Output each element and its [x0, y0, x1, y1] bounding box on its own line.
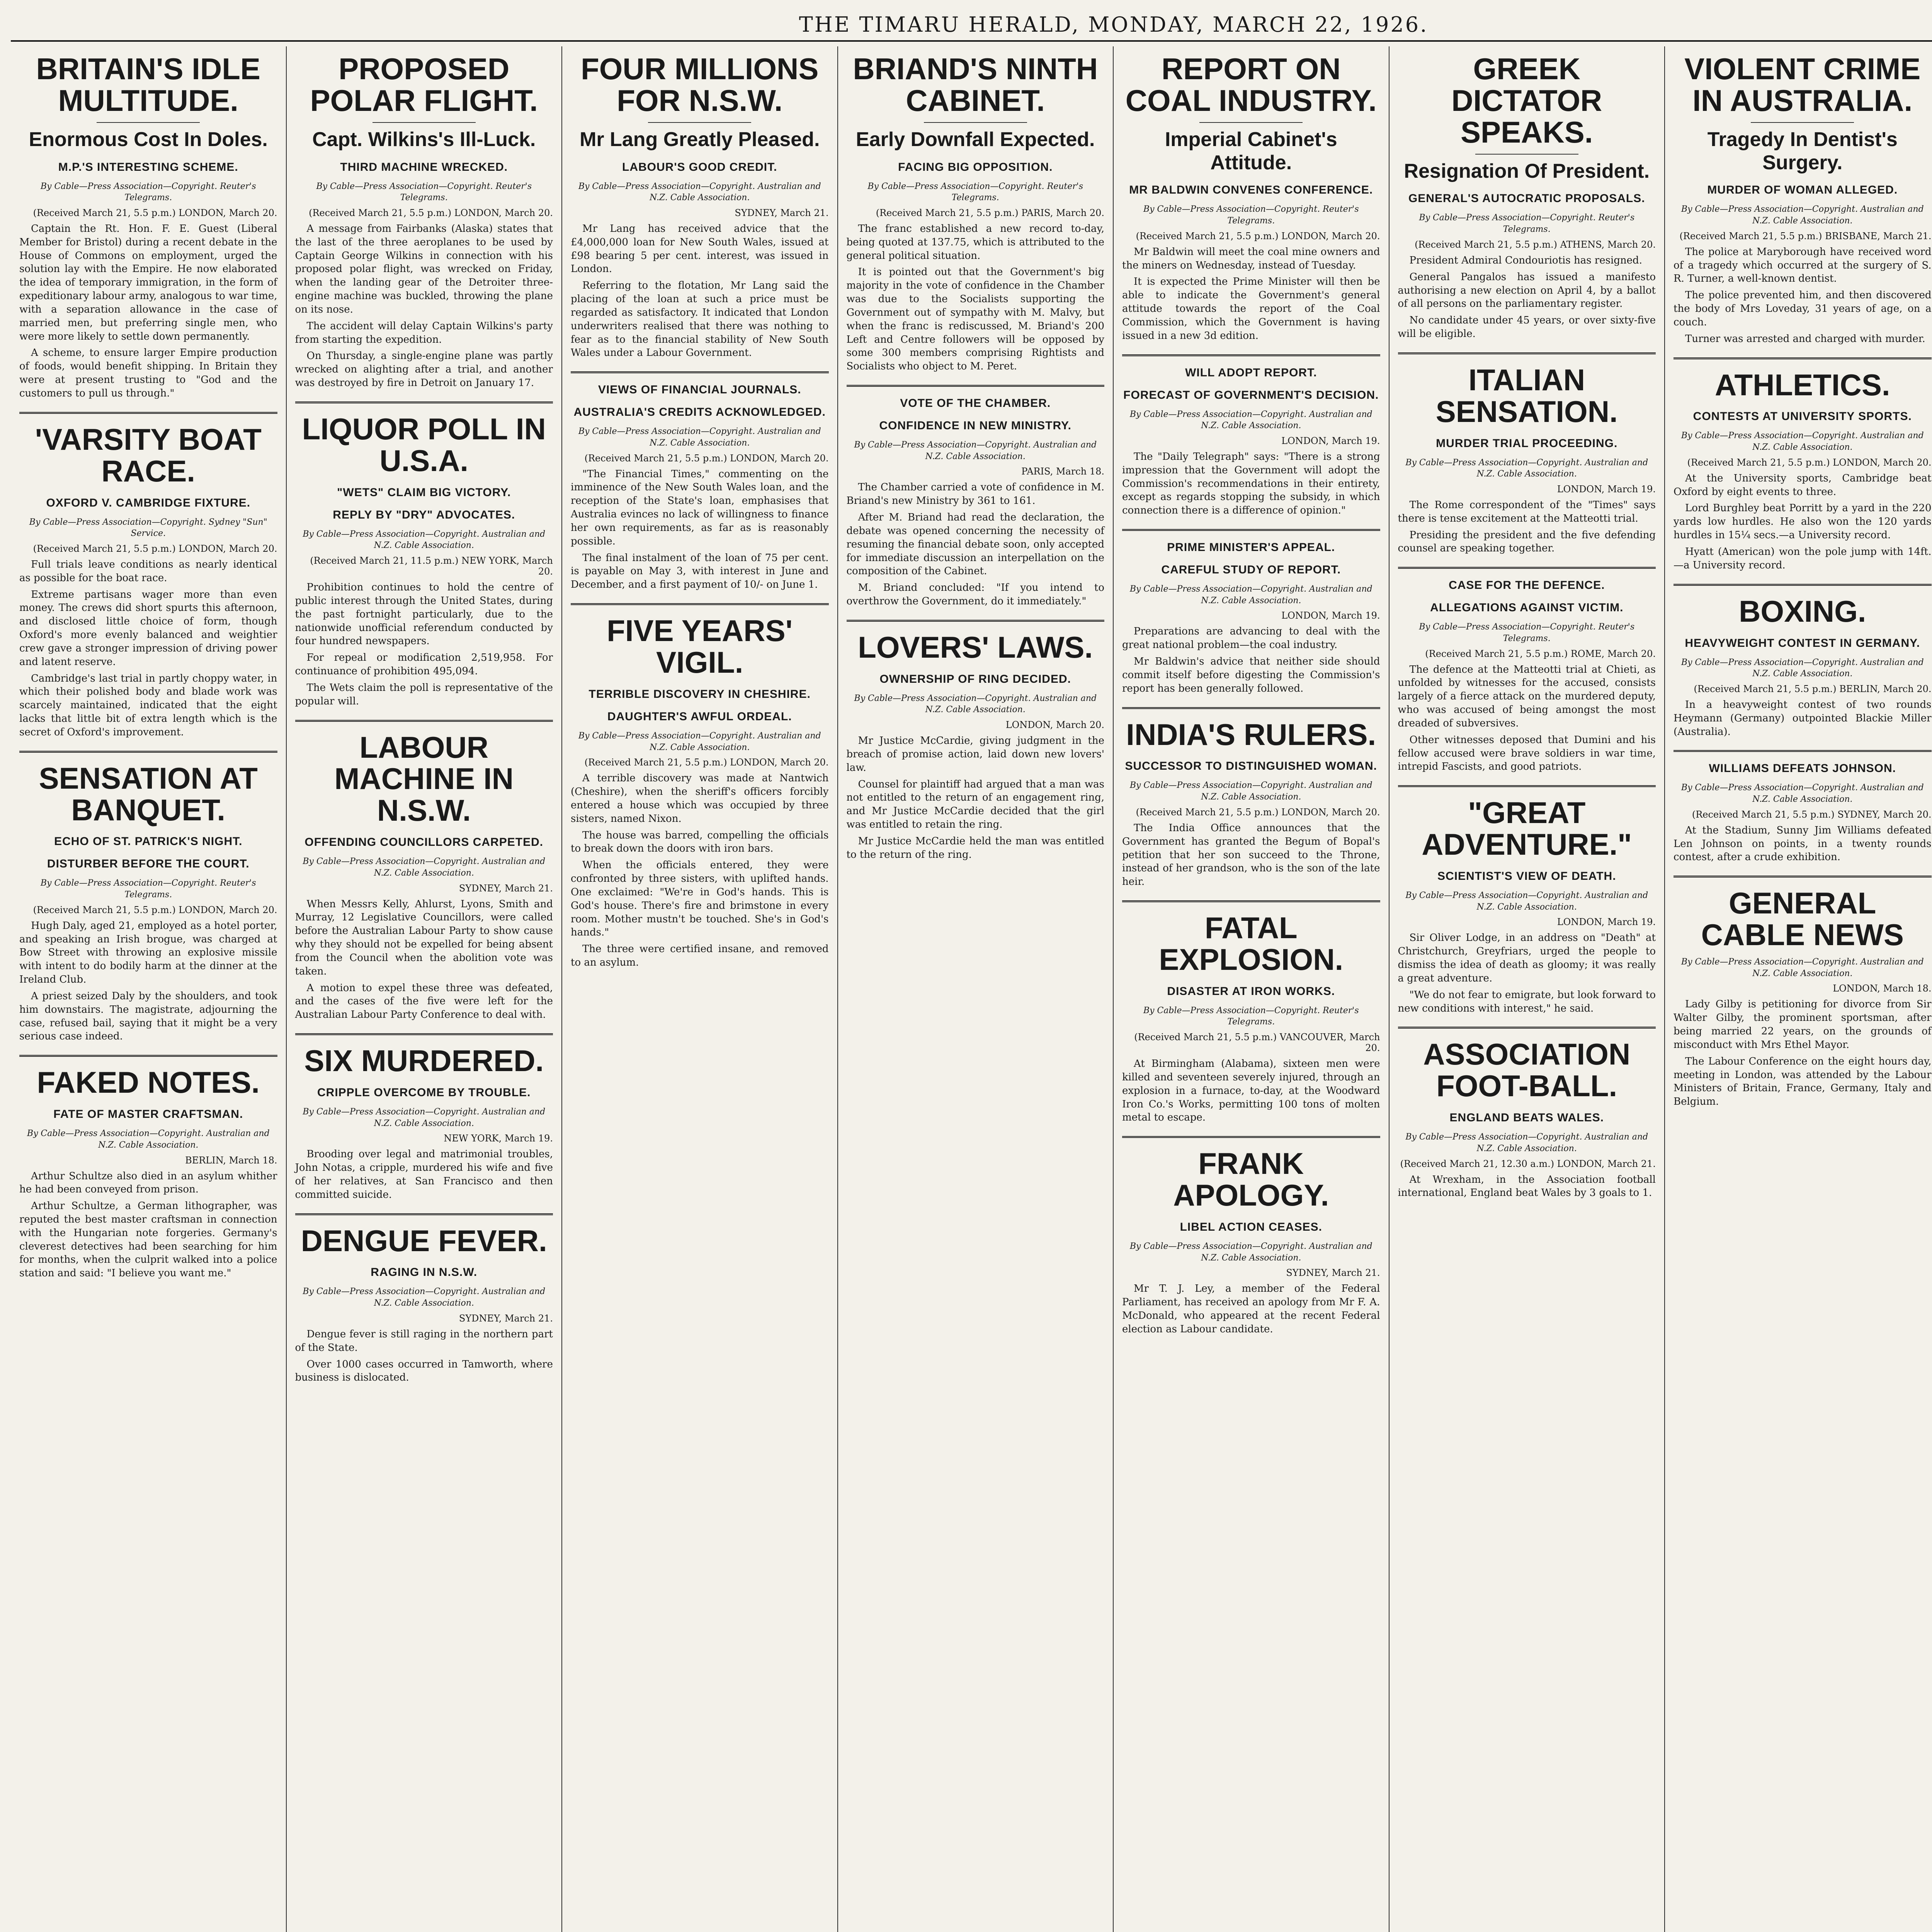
article-divider	[295, 1213, 553, 1215]
paragraph: Sir Oliver Lodge, in an address on "Death" at Christchurch, Greyfriars, urged the people to dismiss the idea of death as gloomy; it was really a great adventure.	[1398, 932, 1656, 984]
deck: Mr Lang Greatly Pleased.	[580, 128, 820, 151]
dateline: (Received March 21, 11.5 p.m.) NEW YORK, March 20.	[310, 555, 553, 577]
column-1	[11, 46, 287, 1932]
subheading: ALLEGATIONS AGAINST VICTIM.	[1430, 601, 1624, 614]
paragraph: Turner was arrested and charged with murder.	[1685, 333, 1925, 345]
article-divider	[19, 1055, 277, 1057]
wire-credit: By Cable—Press Association—Copyright. Australian and N.Z. Cable Association.	[1405, 457, 1648, 479]
wire-credit: By Cable—Press Association—Copyright. Australian and N.Z. Cable Association.	[854, 440, 1097, 461]
article	[1398, 567, 1656, 774]
paragraph: Other witnesses deposed that Dumini and his fellow accused were brave soldiers in war time, intrepid Fascists, and good patriots.	[1398, 734, 1656, 773]
article-divider	[1122, 354, 1380, 356]
article	[1122, 53, 1380, 343]
article	[1398, 1027, 1656, 1200]
article-body	[19, 558, 277, 739]
wire-credit: By Cable—Press Association—Copyright. Australian and N.Z. Cable Association.	[303, 857, 546, 878]
article-body	[1673, 698, 1932, 738]
subheading: VIEWS OF FINANCIAL JOURNALS.	[598, 383, 801, 396]
dateline: PARIS, March 18.	[1021, 466, 1104, 477]
article-body	[1122, 245, 1380, 343]
paragraph: When the officials entered, they were confronted by three sisters, with uplifted hands. One exclaimed: "We're in God's hands. This is God's house. There's fire and brimstone in every room. Mother mustn't be touched. She's in God's hands."	[571, 859, 829, 939]
subheading: CASE FOR THE DEFENCE.	[1449, 579, 1605, 592]
rule	[372, 122, 476, 123]
article-body	[1398, 1173, 1656, 1200]
wire-credit: By Cable—Press Association—Copyright. Reuter's Telegrams.	[1419, 622, 1635, 643]
paragraph: The final instalment of the loan of 75 per cent. is payable on May 3, with interest in June and December, and a first payment of 10/- on June 1.	[571, 552, 829, 591]
headline: GENERAL CABLE NEWS	[1701, 886, 1904, 952]
dateline: (Received March 21, 5.5 p.m.) SYDNEY, March 20.	[1692, 809, 1932, 820]
paragraph: The franc established a new record to-day, being quoted at 137.75, which is attributed to the general political situation.	[846, 223, 1104, 262]
paragraph: A terrible discovery was made at Nantwich (Cheshire), when the sheriff's officers forcibly entered a house which was occupied by three sisters, named Nixon.	[571, 772, 829, 825]
headline: LABOUR MACHINE IN N.S.W.	[334, 730, 514, 828]
article-divider	[1398, 785, 1656, 787]
dateline: LONDON, March 19.	[1281, 610, 1380, 621]
article-body	[1122, 625, 1380, 695]
subheading: ENGLAND BEATS WALES.	[1449, 1111, 1604, 1124]
deck: Tragedy In Dentist's Surgery.	[1707, 128, 1898, 174]
deck: Enormous Cost In Doles.	[29, 128, 268, 151]
wire-credit: By Cable—Press Association—Copyright. Australian and N.Z. Cable Association.	[1129, 781, 1372, 802]
headline: GREEK DICTATOR SPEAKS.	[1451, 52, 1602, 149]
dateline: (Received March 21, 5.5 p.m.) LONDON, March 20.	[584, 452, 829, 464]
paragraph: Mr Justice McCardie held the man was entitled to the return of the ring.	[846, 835, 1104, 861]
subheading: M.P.'S INTERESTING SCHEME.	[58, 160, 238, 173]
article-body	[1398, 931, 1656, 1015]
article	[847, 385, 1105, 608]
paragraph: A motion to expel these three was defeated, and the cases of the five were left for the Australian Labour Party Conference to deal with.	[295, 982, 553, 1021]
headline: ITALIAN SENSATION.	[1435, 362, 1618, 429]
rule	[1751, 122, 1854, 123]
article	[571, 603, 829, 969]
subheading: MURDER TRIAL PROCEEDING.	[1436, 437, 1618, 450]
deck: Capt. Wilkins's Ill-Luck.	[312, 128, 536, 151]
headline: FOUR MILLIONS FOR N.S.W.	[581, 52, 819, 117]
subheading: ECHO OF ST. PATRICK'S NIGHT.	[54, 835, 243, 848]
article	[1122, 707, 1380, 889]
paragraph: Hugh Daly, aged 21, employed as a hotel porter, and speaking an Irish brogue, was charged at Bow Street with throwing an explosive missile with intent to do bodily harm at the dinner at the Ireland Club.	[19, 920, 277, 986]
paragraph: Cambridge's last trial in partly choppy water, in which their polished body and blade work was scarcely maintained, indicated that the eight lacks that little bit of extra length which is the secret of Oxford's improvement.	[19, 672, 277, 738]
headline: BRIAND'S NINTH CABINET.	[853, 52, 1098, 117]
paragraph: Lady Gilby is petitioning for divorce from Sir Walter Gilby, the prominent sportsman, after being married 22 years, on the grounds of misconduct with Mrs Ethel Mayor.	[1673, 998, 1932, 1051]
article-body	[295, 581, 553, 708]
paragraph: Full trials leave conditions as nearly identical as possible for the boat race.	[19, 558, 277, 584]
article-divider	[1673, 357, 1932, 359]
article-body	[295, 898, 553, 1022]
wire-credit: By Cable—Press Association—Copyright. Australian and N.Z. Cable Association.	[1681, 783, 1924, 804]
paragraph: Mr Lang has received advice that the £4,000,000 loan for New South Wales, issued at £98 bearing 5 per cent. interest, was issued in London.	[571, 223, 829, 275]
headline: LIQUOR POLL IN U.S.A.	[302, 412, 546, 478]
article-divider	[571, 371, 829, 373]
paragraph: M. Briand concluded: "If you intend to overthrow the Government, do it immediately."	[846, 582, 1104, 607]
subheading: FACING BIG OPPOSITION.	[898, 160, 1053, 173]
article	[1673, 584, 1932, 739]
article-body	[1398, 663, 1656, 774]
article	[295, 1033, 553, 1202]
dateline: (Received March 21, 5.5 p.m.) PARIS, March 20.	[876, 207, 1104, 218]
article-divider	[19, 751, 277, 753]
subheading: MURDER OF WOMAN ALLEGED.	[1707, 184, 1898, 197]
subheading: PRIME MINISTER'S APPEAL.	[1167, 541, 1335, 554]
article-divider	[1122, 1136, 1380, 1138]
paragraph: Mr Justice McCardie, giving judgment in the breach of promise action, laid down new lovers' law.	[846, 735, 1104, 774]
subheading: SUCCESSOR TO DISTINGUISHED WOMAN.	[1125, 760, 1377, 773]
dateline: (Received March 21, 5.5 p.m.) BERLIN, March 20.	[1694, 683, 1932, 694]
paragraph: Hyatt (American) won the pole jump with 14ft.—a University record.	[1673, 546, 1932, 571]
article-body	[1122, 450, 1380, 517]
article	[1398, 785, 1656, 1015]
column-6	[1389, 46, 1665, 1932]
dateline: LONDON, March 19.	[1281, 435, 1380, 446]
deck: Imperial Cabinet's Attitude.	[1165, 128, 1337, 174]
article	[295, 401, 553, 708]
dateline: (Received March 21, 5.5 p.m.) ROME, March 20.	[1425, 648, 1656, 659]
article-body	[1673, 998, 1932, 1109]
subheading: RAGING IN N.S.W.	[371, 1266, 478, 1279]
article-body	[1398, 254, 1656, 341]
dateline: (Received March 21, 5.5 p.m.) LONDON, March 20.	[33, 543, 277, 554]
dateline: (Received March 21, 5.5 p.m.) LONDON, March 20.	[33, 207, 277, 218]
paragraph: On Thursday, a single-engine plane was partly wrecked on alighting after a trial, and another was destroyed by fire in Detroit on January 17.	[295, 350, 553, 389]
wire-credit: By Cable—Press Association—Copyright. Reuter's Telegrams.	[40, 181, 256, 203]
subheading: REPLY BY "DRY" ADVOCATES.	[333, 508, 515, 521]
article-divider	[295, 401, 553, 403]
subheading: DISTURBER BEFORE THE COURT.	[47, 857, 250, 871]
article-body	[1122, 1282, 1380, 1336]
article-body	[1673, 824, 1932, 864]
subheading: THIRD MACHINE WRECKED.	[340, 160, 508, 173]
dateline: (Received March 21, 5.5 p.m.) ATHENS, March 20.	[1415, 239, 1656, 250]
headline: SIX MURDERED.	[304, 1044, 544, 1078]
wire-credit: By Cable—Press Association—Copyright. Australian and N.Z. Cable Association.	[854, 693, 1097, 715]
headline: FAKED NOTES.	[37, 1065, 260, 1100]
paper-title: THE TIMARU HERALD, MONDAY, MARCH 22, 1926.	[799, 12, 1429, 37]
rule	[1199, 122, 1303, 123]
article-body	[847, 734, 1105, 861]
dateline: SYDNEY, March 21.	[1286, 1267, 1380, 1279]
article	[1673, 357, 1932, 572]
article	[571, 53, 829, 360]
wire-credit: By Cable—Press Association—Copyright. Australian and N.Z. Cable Association.	[303, 1107, 546, 1128]
subheading: GENERAL'S AUTOCRATIC PROPOSALS.	[1408, 192, 1645, 205]
subheading: "WETS" CLAIM BIG VICTORY.	[337, 486, 511, 499]
subheading: DISASTER AT IRON WORKS.	[1167, 985, 1335, 998]
wire-credit: By Cable—Press Association—Copyright. Reuter's Telegrams.	[1419, 213, 1635, 235]
article	[571, 371, 829, 592]
subheading: OFFENDING COUNCILLORS CARPETED.	[304, 836, 544, 849]
paragraph: For repeal or modification 2,519,958. For continuance of prohibition 495,094.	[295, 652, 553, 677]
headline: INDIA'S RULERS.	[1126, 717, 1376, 752]
article-divider	[19, 412, 277, 414]
dateline: (Received March 21, 5.5 p.m.) LONDON, March 20.	[1136, 806, 1380, 818]
article-divider	[1122, 707, 1380, 709]
article-body	[1673, 472, 1932, 572]
masthead	[11, 9, 1932, 42]
paragraph: Over 1000 cases occurred in Tamworth, where business is dislocated.	[295, 1358, 553, 1384]
paragraph: It is expected the Prime Minister will then be able to indicate the Government's general attitude towards the report of the Coal Commission, which the Government is having issued in a new 3d edition.	[1122, 276, 1380, 342]
article-body	[19, 222, 277, 400]
article-body	[1122, 821, 1380, 889]
subheading: VOTE OF THE CHAMBER.	[900, 397, 1051, 410]
subheading: FATE OF MASTER CRAFTSMAN.	[53, 1108, 243, 1121]
subheading: OWNERSHIP OF RING DECIDED.	[879, 672, 1071, 685]
headline: BRITAIN'S IDLE MULTITUDE.	[36, 52, 260, 117]
paragraph: The India Office announces that the Government has granted the Begum of Bopal's petition that her son succeed to the Throne, instead of her grandson, who is the son of the late heir.	[1122, 822, 1380, 888]
wire-credit: By Cable—Press Association—Copyright. Australian and N.Z. Cable Association.	[27, 1129, 270, 1150]
headline: 'VARSITY BOAT RACE.	[35, 422, 262, 488]
paragraph: At Birmingham (Alabama), sixteen men were killed and seventeen severely injured, through an explosion in a furnace, to-day, at the Woodward Iron Co.'s Works, permitting 100 tons of molten metal to escape.	[1122, 1058, 1380, 1124]
article	[847, 53, 1105, 373]
paragraph: The accident will delay Captain Wilkins's party from starting the expedition.	[295, 320, 553, 345]
paragraph: A scheme, to ensure larger Empire production of foods, would benefit shipping. In Britain they were at present trusting to "God and the customers to pull us through."	[19, 347, 277, 399]
subheading: DAUGHTER'S AWFUL ORDEAL.	[607, 710, 792, 723]
dateline: (Received March 21, 5.5 p.m.) LONDON, March 20.	[1687, 457, 1932, 468]
headline: DENGUE FEVER.	[301, 1223, 547, 1258]
dateline: SYDNEY, March 21.	[735, 207, 829, 218]
paragraph: When Messrs Kelly, Ahlurst, Lyons, Smith and Murray, 12 Legislative Councillors, were called before the Australian Labour Party to show cause why they should not be expelled for being absent from the Council when the abolition vote was taken.	[295, 898, 553, 977]
column-2	[287, 46, 563, 1932]
wire-credit: By Cable—Press Association—Copyright. Australian and N.Z. Cable Association.	[1405, 1132, 1648, 1153]
article	[295, 53, 553, 390]
article-divider	[571, 603, 829, 605]
dateline: SYDNEY, March 21.	[459, 1313, 553, 1324]
subheading: OXFORD V. CAMBRIDGE FIXTURE.	[46, 496, 251, 509]
paragraph: Presiding the president and the five defending counsel are speaking together.	[1398, 529, 1656, 554]
wire-credit: By Cable—Press Association—Copyright. Australian and N.Z. Cable Association.	[1681, 204, 1924, 226]
article-divider	[1398, 352, 1656, 354]
headline: VIOLENT CRIME IN AUSTRALIA.	[1684, 52, 1921, 117]
wire-credit: By Cable—Press Association—Copyright. Sydney "Sun" Service.	[29, 517, 267, 539]
paragraph: The Chamber carried a vote of confidence in M. Briand's new Ministry by 361 to 161.	[846, 481, 1104, 507]
article-divider	[1122, 900, 1380, 902]
article-divider	[1398, 1027, 1656, 1029]
article	[1122, 1136, 1380, 1336]
wire-credit: By Cable—Press Association—Copyright. Australian and N.Z. Cable Association.	[578, 731, 821, 752]
paragraph: It is pointed out that the Government's big majority in the vote of confidence in the Chamber was due to the Socialists supporting the Government out of sympathy with M. Malvy, but when the franc is rediscussed, M. Briand's 200 Left and Centre followers will be opposed by some 300 members comprising Rightists and Socialists who object to M. Peret.	[846, 266, 1104, 372]
headline: ATHLETICS.	[1714, 367, 1890, 402]
article	[1122, 900, 1380, 1124]
subheading: TERRIBLE DISCOVERY IN CHESHIRE.	[588, 687, 811, 701]
wire-credit: By Cable—Press Association—Copyright. Australian and N.Z. Cable Association.	[1681, 657, 1924, 679]
headline: LOVERS' LAWS.	[858, 630, 1093, 664]
headline: FATAL EXPLOSION.	[1159, 910, 1344, 976]
column-7	[1665, 46, 1932, 1932]
column-4	[838, 46, 1114, 1932]
article-body	[571, 222, 829, 360]
paragraph: The police at Maryborough have received word of a tragedy which occurred at the surgery of S. R. Turner, a well-known dentist.	[1673, 246, 1932, 285]
wire-credit: By Cable—Press Association—Copyright. Reuter's Telegrams.	[316, 181, 532, 203]
article	[1673, 876, 1932, 1109]
wire-credit: By Cable—Press Association—Copyright. Australian and N.Z. Cable Association.	[1681, 957, 1924, 978]
dateline: (Received March 21, 12.30 a.m.) LONDON, March 21.	[1400, 1158, 1656, 1169]
article-divider	[295, 1033, 553, 1035]
dateline: (Received March 21, 5.5 p.m.) LONDON, March 20.	[1136, 230, 1380, 242]
article	[295, 720, 553, 1022]
article-divider	[1122, 529, 1380, 531]
dateline: LONDON, March 18.	[1833, 983, 1932, 994]
paragraph: Counsel for plaintiff had argued that a man was not entitled to the return of an engagement ring, and Mr Justice McCardie decided that the girl was entitled to retain the ring.	[846, 778, 1104, 831]
article-body	[1673, 245, 1932, 346]
article-divider	[1673, 876, 1932, 878]
paragraph: A message from Fairbanks (Alaska) states that the last of the three aeroplanes to be used by Captain George Wilkins in connection with his proposed polar flight, was wrecked on Friday, when the landing gear of the Detroiter three-engine machine was buckled, throwing the plane on its nose.	[295, 223, 553, 315]
paragraph: Mr Baldwin's advice that neither side should commit itself before digesting the Commission's report has been generally followed.	[1122, 656, 1380, 694]
article-body	[295, 1328, 553, 1384]
paragraph: "The Financial Times," commenting on the imminence of the New South Wales loan, and the reception of the State's loan, emphasises that Australia evinces no lack of willingness to finance her own requirements, as far as is reasonably possible.	[571, 468, 829, 547]
subheading: MR BALDWIN CONVENES CONFERENCE.	[1129, 184, 1373, 197]
article-divider	[847, 385, 1105, 387]
dateline: NEW YORK, March 19.	[444, 1133, 553, 1144]
dateline: (Received March 21, 5.5 p.m.) LONDON, March 20.	[584, 757, 829, 768]
dateline: LONDON, March 19.	[1557, 483, 1656, 495]
rule	[924, 122, 1027, 123]
subheading: SCIENTIST'S VIEW OF DEATH.	[1437, 870, 1616, 883]
paragraph: Mr Baldwin will meet the coal mine owners and the miners on Wednesday, instead of Tuesday.	[1122, 246, 1380, 271]
paragraph: At the Stadium, Sunny Jim Williams defeated Len Johnson on points, in a twenty rounds contest, after a crude exhibition.	[1673, 824, 1932, 863]
subheading: CRIPPLE OVERCOME BY TROUBLE.	[317, 1086, 531, 1099]
paragraph: A priest seized Daly by the shoulders, and took him downstairs. The magistrate, adjourning the case, refused bail, saying that it might be a very serious case indeed.	[19, 990, 277, 1043]
article	[1398, 53, 1656, 341]
article-body	[571, 468, 829, 592]
paragraph: The Rome correspondent of the "Times" says there is tense excitement at the Matteotti trial.	[1398, 499, 1656, 524]
article	[19, 1055, 277, 1280]
article-body	[295, 1148, 553, 1201]
article-body	[1398, 498, 1656, 555]
article	[847, 620, 1105, 862]
subheading: AUSTRALIA'S CREDITS ACKNOWLEDGED.	[573, 406, 826, 419]
dateline: SYDNEY, March 21.	[459, 883, 553, 894]
paragraph: At the University sports, Cambridge beat Oxford by eight events to three.	[1673, 472, 1932, 498]
article	[1122, 354, 1380, 518]
article	[19, 751, 277, 1044]
paragraph: Brooding over legal and matrimonial troubles, John Notas, a cripple, murdered his wife and five of her relatives, at San Francisco and then committed suicide.	[295, 1148, 553, 1201]
paragraph: The police prevented him, and then discovered the body of Mrs Loveday, 31 years of age, on a couch.	[1673, 289, 1932, 328]
paragraph: Extreme partisans wager more than even money. The crews did short spurts this afternoon, and disclosed little choice of form, though Oxford's more evenly balanced and weightier crew gave a stronger impression of driving power and latent reserve.	[19, 588, 277, 668]
article	[1398, 352, 1656, 555]
article-body	[1122, 1057, 1380, 1124]
headline: REPORT ON COAL INDUSTRY.	[1125, 52, 1377, 117]
article-body	[847, 481, 1105, 608]
wire-credit: By Cable—Press Association—Copyright. Australian and N.Z. Cable Association.	[1129, 584, 1372, 605]
rule	[1475, 154, 1578, 155]
paragraph: Captain the Rt. Hon. F. E. Guest (Liberal Member for Bristol) during a recent debate in the House of Commons on employment, urged the solution lay with the Empire. He now elaborated the idea of temporary immigration, in the form of expeditionary labour army, analogous to war time, with a separation allowance in the case of married men, but preferring single men, who were more likely to settle down permanently.	[19, 223, 277, 342]
wire-credit: By Cable—Press Association—Copyright. Australian and N.Z. Cable Association.	[1405, 891, 1648, 912]
paragraph: President Admiral Condouriotis has resigned.	[1409, 254, 1642, 266]
wire-credit: By Cable—Press Association—Copyright. Australian and N.Z. Cable Association.	[578, 181, 821, 203]
wire-credit: By Cable—Press Association—Copyright. Reuter's Telegrams.	[1143, 204, 1359, 226]
headline: ASSOCIATION FOOT-BALL.	[1423, 1037, 1631, 1103]
article	[1122, 529, 1380, 696]
article-body	[295, 222, 553, 390]
paragraph: Mr T. J. Ley, a member of the Federal Parliament, has received an apology from Mr F. A. McDonald, who appeared at the recent Federal election as Labour candidate.	[1122, 1283, 1380, 1335]
wire-credit: By Cable—Press Association—Copyright. Australian and N.Z. Cable Association.	[303, 529, 546, 551]
headline: FRANK APOLOGY.	[1173, 1146, 1329, 1213]
paragraph: Referring to the flotation, Mr Lang said the placing of the loan at such a price must be regarded as satisfactory. It indicated that London underwriters realised that there was nothing to fear as to the financial stability of New South Wales under a Labour Government.	[571, 280, 829, 359]
subheading: WILL ADOPT REPORT.	[1185, 366, 1317, 379]
deck: Resignation Of President.	[1404, 160, 1650, 182]
subheading: CONTESTS AT UNIVERSITY SPORTS.	[1693, 410, 1912, 423]
headline: "GREAT ADVENTURE."	[1422, 796, 1632, 862]
dateline: LONDON, March 19.	[1557, 917, 1656, 928]
headline: PROPOSED POLAR FLIGHT.	[310, 52, 538, 117]
wire-credit: By Cable—Press Association—Copyright. Australian and N.Z. Cable Association.	[1129, 409, 1372, 431]
rule	[97, 122, 200, 123]
article	[19, 53, 277, 400]
article	[295, 1213, 553, 1385]
subheading: CONFIDENCE IN NEW MINISTRY.	[879, 419, 1072, 432]
paragraph: At Wrexham, in the Association football international, England beat Wales by 3 goals to 1.	[1398, 1173, 1656, 1199]
paragraph: The defence at the Matteotti trial at Chieti, as unfolded by witnesses for the accused, consists largely of a fierce attack on the murdered deputy, who was accused of being amongst the most dreaded of subversives.	[1398, 663, 1656, 729]
paragraph: Dengue fever is still raging in the northern part of the State.	[295, 1328, 553, 1354]
dateline: BERLIN, March 18.	[185, 1155, 277, 1166]
headline: FIVE YEARS' VIGIL.	[607, 614, 793, 679]
dateline: (Received March 21, 5.5 p.m.) BRISBANE, March 21.	[1679, 230, 1932, 242]
article-divider	[1398, 567, 1656, 569]
paragraph: No candidate under 45 years, or over sixty-five will be eligible.	[1398, 315, 1656, 340]
paragraph: "We do not fear to emigrate, but look forward to new conditions with interest," he said.	[1398, 989, 1656, 1014]
subheading: WILLIAMS DEFEATS JOHNSON.	[1709, 762, 1896, 775]
deck: Early Downfall Expected.	[856, 128, 1095, 151]
paragraph: The Labour Conference on the eight hours day, meeting in London, was attended by the Labour Ministers of Britain, France, Germany, Italy and Belgium.	[1673, 1055, 1932, 1108]
subheading: LABOUR'S GOOD CREDIT.	[622, 160, 777, 173]
column-3	[562, 46, 838, 1932]
columns	[11, 46, 1932, 1932]
paragraph: The Wets claim the poll is representative of the popular will.	[295, 682, 553, 707]
column-5	[1114, 46, 1389, 1932]
paragraph: Arthur Schultze, a German lithographer, was reputed the best master craftsman in connection with the Hungarian note forgeries. Germany's cleverest detectives had been searching for him for months, when the culprit walked into a police station and said: "I believe you want me."	[19, 1200, 277, 1279]
subheading: FORECAST OF GOVERNMENT'S DECISION.	[1123, 388, 1379, 401]
subheading: HEAVYWEIGHT CONTEST IN GERMANY.	[1685, 636, 1920, 650]
wire-credit: By Cable—Press Association—Copyright. Reuter's Telegrams.	[867, 181, 1083, 203]
paragraph: In a heavyweight contest of two rounds Heymann (Germany) outpointed Blackie Miller (Australia).	[1673, 699, 1932, 738]
article	[1673, 750, 1932, 864]
paragraph: Lord Burghley beat Porritt by a yard in the 220 yards low hurdles. He also won the 120 yards hurdles in 15¼ secs.—a University record.	[1673, 502, 1932, 541]
paragraph: After M. Briand had read the declaration, the debate was opened concerning the necessity of resuming the financial debate soon, only accepted for immediate discussion an interpellation on the composition of the Cabinet.	[846, 512, 1104, 577]
paragraph: General Pangalos has issued a manifesto authorising a new election on April 4, by a ballot of all persons on the parliamentary register.	[1398, 271, 1656, 310]
dateline: (Received March 21, 5.5 p.m.) LONDON, March 20.	[33, 904, 277, 915]
dateline: LONDON, March 20.	[1005, 719, 1104, 731]
wire-credit: By Cable—Press Association—Copyright. Reuter's Telegrams.	[40, 878, 256, 900]
article-body	[19, 1170, 277, 1281]
rule	[648, 122, 751, 123]
article-divider	[847, 620, 1105, 622]
subheading: LIBEL ACTION CEASES.	[1180, 1221, 1322, 1234]
paragraph: The house was barred, compelling the officials to break down the doors with iron bars.	[571, 829, 829, 855]
article	[19, 412, 277, 739]
article-divider	[295, 720, 553, 722]
article-divider	[1673, 584, 1932, 586]
paragraph: Arthur Schultze also died in an asylum whither he had been conveyed from prison.	[19, 1170, 277, 1196]
paragraph: Preparations are advancing to deal with the great national problem—the coal industry.	[1122, 626, 1380, 651]
article-body	[847, 222, 1105, 373]
paragraph: The "Daily Telegraph" says: "There is a strong impression that the Government will adopt the Commission's recommendations in their entirety, except as regards stopping the subsidy, in which connection there is a difference of opinion."	[1122, 451, 1380, 517]
paragraph: The three were certified insane, and removed to an asylum.	[571, 943, 829, 968]
dateline: (Received March 21, 5.5 p.m.) LONDON, March 20.	[309, 207, 553, 218]
article	[1673, 53, 1932, 346]
article-divider	[1673, 750, 1932, 752]
headline: BOXING.	[1739, 594, 1866, 628]
article-body	[571, 772, 829, 969]
headline: SENSATION AT BANQUET.	[39, 761, 258, 827]
wire-credit: By Cable—Press Association—Copyright. Australian and N.Z. Cable Association.	[1129, 1242, 1372, 1263]
paragraph: Prohibition continues to hold the centre of public interest through the United States, during the past fortnight particularly, due to the nationwide unofficial referendum conducted by four hundred newspapers.	[295, 582, 553, 647]
subheading: CAREFUL STUDY OF REPORT.	[1161, 563, 1341, 577]
wire-credit: By Cable—Press Association—Copyright. Australian and N.Z. Cable Association.	[303, 1287, 546, 1308]
wire-credit: By Cable—Press Association—Copyright. Australian and N.Z. Cable Association.	[578, 427, 821, 448]
wire-credit: By Cable—Press Association—Copyright. Australian and N.Z. Cable Association.	[1681, 431, 1924, 452]
wire-credit: By Cable—Press Association—Copyright. Reuter's Telegrams.	[1143, 1005, 1359, 1027]
dateline: (Received March 21, 5.5 p.m.) VANCOUVER, March 20.	[1134, 1032, 1380, 1054]
article-body	[19, 919, 277, 1043]
